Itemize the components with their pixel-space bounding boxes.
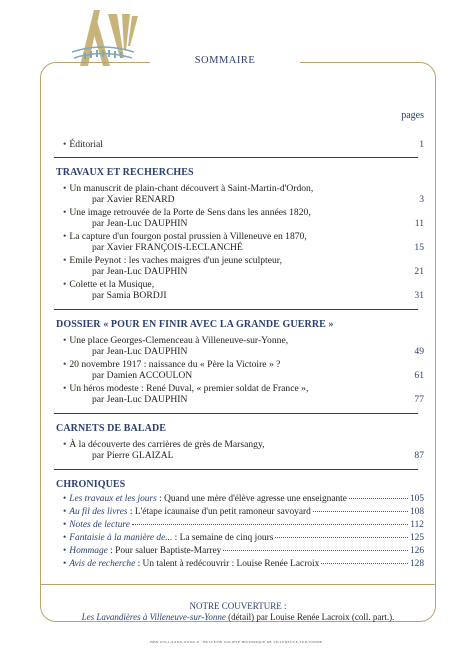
cover-credit: (détail) par Louise Renée Lacroix (coll. part.). bbox=[225, 612, 395, 622]
dot-leader bbox=[275, 537, 408, 538]
entry-page: 11 bbox=[414, 218, 424, 229]
bullet-icon: • bbox=[63, 559, 67, 569]
entry-title: Colette et la Musique, bbox=[69, 279, 155, 290]
toc-entry bbox=[63, 255, 282, 266]
entry-page: 49 bbox=[414, 346, 424, 357]
bullet-icon: • bbox=[63, 520, 67, 530]
entry-title: Emile Peynot : les vaches maigres d'un jeune sculpteur, bbox=[69, 255, 282, 266]
chronique-item bbox=[63, 494, 424, 505]
chronique-text: Pour saluer Baptiste-Marrey bbox=[115, 546, 222, 556]
cover-caption bbox=[40, 612, 436, 622]
bullet-icon: • bbox=[63, 533, 67, 543]
chronique-text: La semaine de cinq jours bbox=[179, 533, 274, 543]
toc-entry bbox=[63, 335, 288, 346]
cover-work-title: Les Lavandières à Villeneuve-sur-Yonne bbox=[81, 612, 226, 622]
section-title: DOSSIER « POUR EN FINIR AVEC LA GRANDE GUERRE » bbox=[56, 319, 334, 330]
chronique-separator: : bbox=[135, 559, 143, 569]
chronique-rubric: Notes de lecture bbox=[69, 520, 130, 530]
divider bbox=[54, 309, 418, 310]
divider bbox=[40, 584, 436, 585]
bullet-icon: • bbox=[63, 183, 67, 194]
toc-entry bbox=[63, 183, 313, 194]
section-title: CHRONIQUES bbox=[56, 479, 126, 490]
society-logo-icon bbox=[54, 6, 150, 70]
entry-title: Un héros modeste : René Duval, « premier soldat de France », bbox=[69, 383, 309, 394]
chronique-page: 128 bbox=[409, 559, 424, 569]
bullet-icon: • bbox=[63, 359, 67, 370]
entry-title: À la découverte des carrières de grès de Marsangy, bbox=[69, 439, 265, 450]
bullet-icon: • bbox=[63, 279, 67, 290]
toc-entry bbox=[63, 279, 154, 290]
chronique-page: 105 bbox=[409, 494, 424, 504]
bullet-icon: • bbox=[63, 494, 67, 504]
entry-author: par Damien ACCOULON bbox=[92, 370, 193, 381]
chronique-page: 126 bbox=[409, 546, 424, 556]
bullet-icon: • bbox=[63, 335, 67, 346]
entry-author: par Jean-Luc DAUPHIN bbox=[92, 266, 188, 277]
divider bbox=[54, 469, 418, 470]
section-title: CARNETS DE BALADE bbox=[56, 423, 167, 434]
bullet-icon: • bbox=[63, 507, 67, 517]
entry-author: par Jean-Luc DAUPHIN bbox=[92, 394, 188, 405]
entry-author: par Jean-Luc DAUPHIN bbox=[92, 346, 188, 357]
toc-entry bbox=[63, 383, 308, 394]
chronique-rubric: Au fil des livres bbox=[69, 507, 128, 517]
entry-author: par Xavier FRANÇOIS-LECLANCHÉ bbox=[92, 242, 243, 253]
entry-title: Une place Georges-Clemenceau à Villeneuve-sur-Yonne, bbox=[69, 335, 289, 346]
chronique-item bbox=[63, 559, 424, 570]
bullet-icon: • bbox=[63, 546, 67, 556]
toc-entry-editorial bbox=[63, 139, 103, 150]
chronique-separator: : bbox=[172, 533, 180, 543]
toc-entry bbox=[63, 231, 307, 242]
chronique-text: L'étape icaunaise d'un petit ramoneur savoyard bbox=[134, 507, 311, 517]
chronique-separator: : bbox=[107, 546, 116, 556]
chronique-item bbox=[63, 533, 424, 544]
chronique-item bbox=[63, 507, 424, 518]
entry-page: 61 bbox=[414, 370, 424, 381]
bullet-icon: • bbox=[63, 231, 67, 242]
entry-page: 21 bbox=[414, 266, 424, 277]
editorial-label: Éditorial bbox=[69, 139, 103, 150]
chronique-separator: : bbox=[127, 507, 135, 517]
entry-page: 77 bbox=[414, 394, 424, 405]
chronique-item bbox=[63, 520, 424, 531]
entry-page: 87 bbox=[414, 450, 424, 461]
pages-column-header: pages bbox=[401, 110, 424, 121]
entry-title: Une image retrouvée de la Porte de Sens dans les années 1820, bbox=[69, 207, 311, 218]
entry-title: La capture d'un fourgon postal prussien à Villeneuve en 1870, bbox=[69, 231, 307, 242]
dot-leader bbox=[349, 498, 408, 499]
chronique-item bbox=[63, 546, 424, 557]
chronique-rubric: Les travaux et les jours bbox=[69, 494, 157, 504]
toc-entry bbox=[63, 359, 280, 370]
chronique-page: 125 bbox=[409, 533, 424, 543]
entry-title: 20 novembre 1917 : naissance du « Père la Victoire » ? bbox=[69, 359, 281, 370]
chronique-separator: : bbox=[156, 494, 165, 504]
bullet-icon: • bbox=[63, 207, 67, 218]
page-title: SOMMAIRE bbox=[150, 55, 300, 66]
chronique-text: Un talent à redécouvrir : Louise Renée Lacroix bbox=[142, 559, 320, 569]
chronique-page: 108 bbox=[409, 507, 424, 517]
entry-page: 3 bbox=[419, 194, 424, 205]
section-title: TRAVAUX ET RECHERCHES bbox=[56, 167, 194, 178]
chronique-text: Quand une mère d'élève agresse une enseignante bbox=[164, 494, 347, 504]
entry-page: 15 bbox=[414, 242, 424, 253]
editorial-page: 1 bbox=[419, 139, 424, 150]
toc-entry bbox=[63, 207, 311, 218]
footer-isbn: ISBN 978-2-XXXX-XXXX-X · BULLETIN SOCIÉTÉ HISTORIQUE DE VILLENEUVE-SUR-YONNE bbox=[149, 640, 323, 644]
dot-leader bbox=[132, 524, 408, 525]
entry-title: Un manuscrit de plain-chant découvert à Saint-Martin-d'Ordon, bbox=[69, 183, 314, 194]
bullet-icon: • bbox=[63, 139, 67, 150]
chronique-page: 112 bbox=[410, 520, 424, 530]
entry-author: par Xavier RENARD bbox=[92, 194, 175, 205]
divider bbox=[54, 413, 418, 414]
cover-caption-title: NOTRE COUVERTURE : bbox=[189, 601, 287, 611]
divider bbox=[54, 157, 418, 158]
dot-leader bbox=[313, 511, 408, 512]
entry-author: par Jean-Luc DAUPHIN bbox=[92, 218, 188, 229]
chronique-rubric: Hommage bbox=[69, 546, 108, 556]
bullet-icon: • bbox=[63, 439, 67, 450]
dot-leader bbox=[223, 550, 408, 551]
bullet-icon: • bbox=[63, 383, 67, 394]
entry-author: par Pierre GLAIZAL bbox=[92, 450, 174, 461]
dot-leader bbox=[321, 563, 408, 564]
toc-entry bbox=[63, 439, 265, 450]
chronique-rubric: Fantaisie à la manière de... bbox=[69, 533, 173, 543]
bullet-icon: • bbox=[63, 255, 67, 266]
entry-page: 31 bbox=[414, 290, 424, 301]
entry-author: par Samia BORDJI bbox=[92, 290, 167, 301]
chronique-rubric: Avis de recherche bbox=[69, 559, 136, 569]
